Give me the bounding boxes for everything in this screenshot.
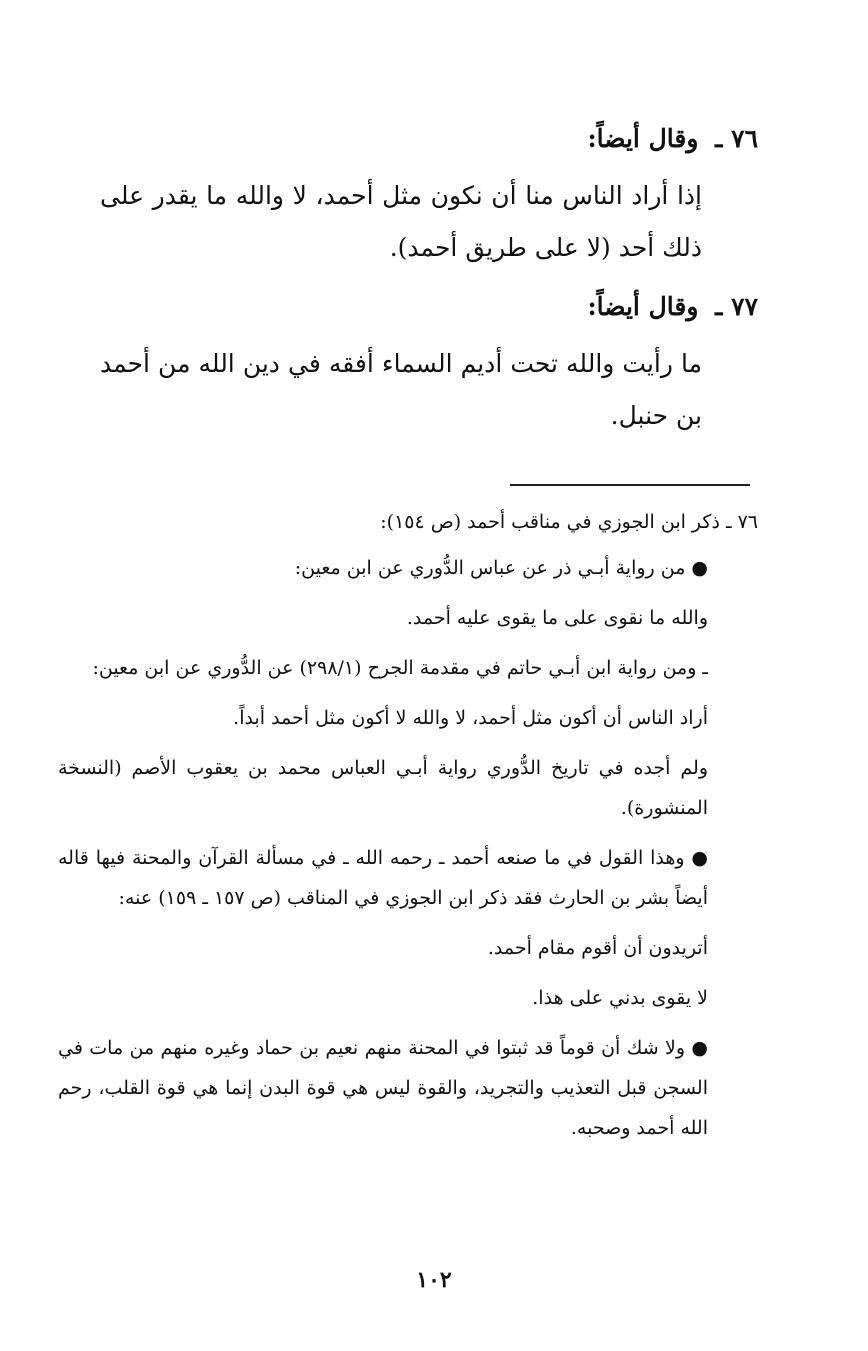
entry-77-quote: ما رأيت والله تحت أديم السماء أفقه في دين الله من أحمد بن حنبل.: [100, 349, 702, 430]
footnote-paragraph: والله ما نقوى على ما يقوى عليه أحمد.: [406, 607, 708, 629]
entry-76-heading: [100, 112, 758, 166]
footnote-separator: [510, 484, 750, 486]
footnote-76-title: ذكر ابن الجوزي في مناقب أحمد (ص ١٥٤):: [380, 511, 720, 533]
footnotes: [58, 502, 758, 1158]
footnote-paragraph: ـ ومن رواية ابن أبـي حاتم في مقدمة الجرح (٢٩٨/١) عن الدُّوري عن ابن معين:: [92, 657, 708, 679]
footnote-paragraph: أراد الناس أن أكون مثل أحمد، لا والله لا أكون مثل أحمد أبداً.: [233, 707, 708, 729]
footnote-paragraph: ولم أجده في تاريخ الدُّوري رواية أبـي العباس محمد بن يعقوب الأصم (النسخة المنشورة).: [58, 757, 708, 819]
footnote-paragraph: لا يقوى بدني على هذا.: [532, 987, 708, 1009]
page-number: ١٠٢: [416, 1267, 452, 1293]
footnote-paragraph: ● ولا شك أن قوماً قد ثبتوا في المحنة منهم نعيم بن حماد وغيره منهم من مات في السجن قبل التعذيب والتجريد، والقوة ليس هي قوة البدن إنما هي قوة القلب، رحم الله أحمد وصحبه.: [58, 1037, 708, 1139]
footnote-76-body: [58, 548, 758, 1148]
footnote-paragraph: ● وهذا القول في ما صنعه أحمد ـ رحمه الله ـ في مسألة القرآن والمحنة فيها قاله أيضاً بشر بن الحارث فقد ذكر ابن الجوزي في المناقب (ص ١٥٧ ـ ١٥٩) عنه:: [58, 847, 708, 909]
footnote-paragraph: أتريدون أن أقوم مقام أحمد.: [487, 937, 708, 959]
entry-77-title: وقال أيضاً:: [587, 292, 699, 321]
main-text: [100, 112, 758, 448]
footnote-76-heading: [58, 502, 758, 542]
entry-76-number: ٧٦ ـ: [715, 124, 758, 153]
entry-76-quote-block: [100, 170, 758, 274]
footnote-paragraph: ● من رواية أبـي ذر عن عباس الدُّوري عن ابن معين:: [294, 557, 708, 579]
entry-77-number: ٧٧ ـ: [715, 292, 758, 321]
entry-76-quote: إذا أراد الناس منا أن نكون مثل أحمد، لا والله ما يقدر على ذلك أحد (لا على طريق أحمد).: [100, 181, 702, 262]
entry-76-title: وقال أيضاً:: [587, 124, 699, 153]
entry-77-heading: [100, 280, 758, 334]
entry-77-quote-block: [100, 338, 758, 442]
footnote-76-number: ٧٦ ـ: [725, 511, 758, 533]
